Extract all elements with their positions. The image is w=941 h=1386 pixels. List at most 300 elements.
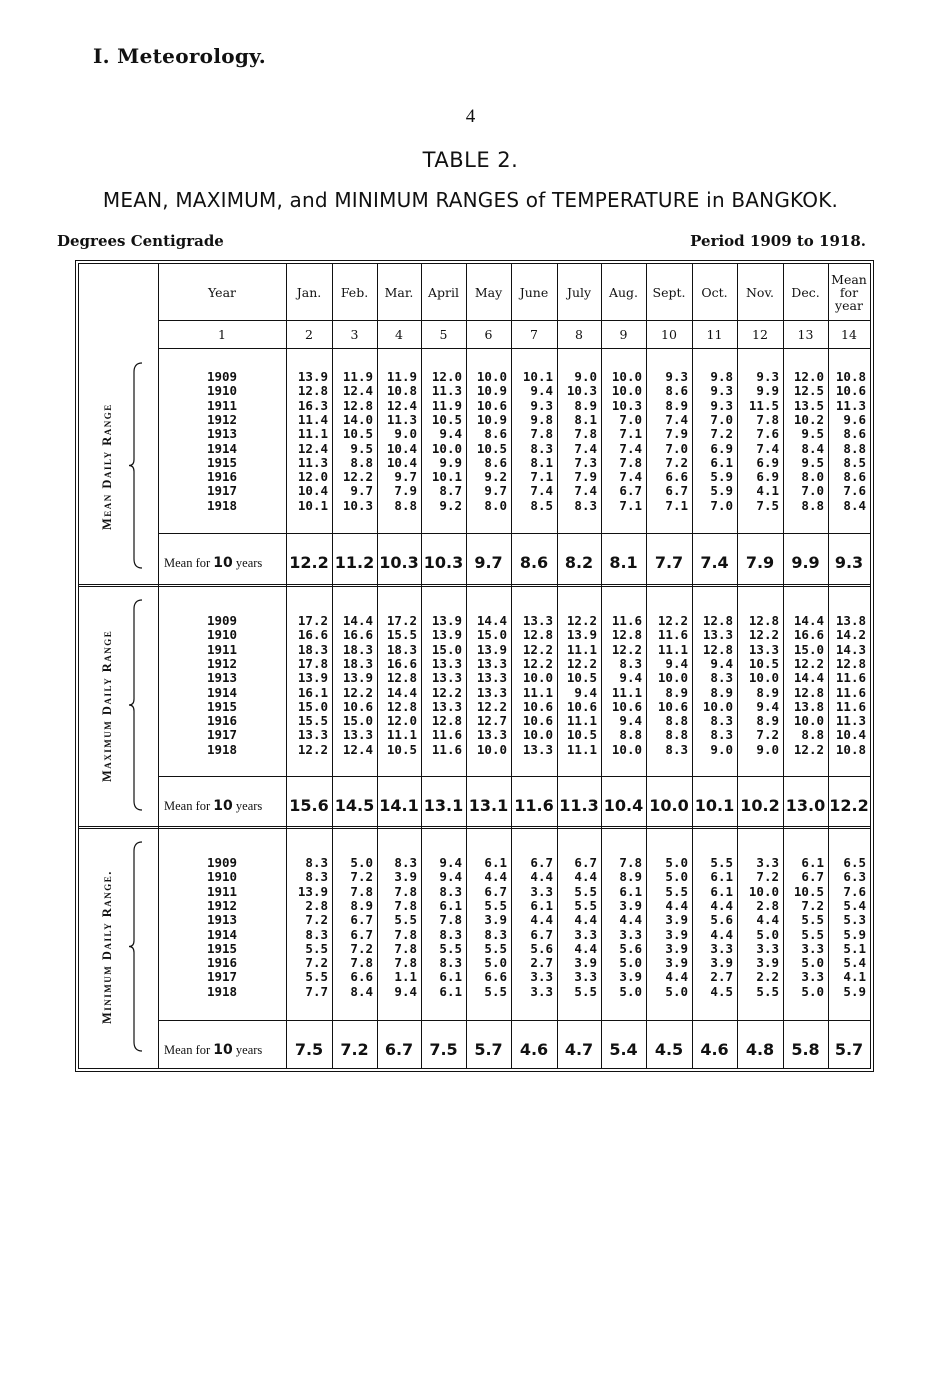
mean-label-number: 10 bbox=[213, 555, 233, 571]
data-cell: 7.2 bbox=[305, 912, 328, 928]
mean-value: 9.3 bbox=[834, 553, 864, 572]
data-cell: 15.5 bbox=[297, 713, 328, 729]
mean-label-prefix: Mean for bbox=[164, 556, 211, 570]
data-cell: 10.0 bbox=[657, 670, 688, 686]
data-cell: 10.5 bbox=[476, 440, 507, 456]
data-cell: 8.9 bbox=[665, 397, 688, 413]
mean-value: 10.3 bbox=[379, 553, 419, 572]
column-divider bbox=[828, 264, 829, 1068]
year-cell: 1917 bbox=[206, 727, 238, 743]
data-cell: 7.1 bbox=[619, 497, 642, 513]
data-cell: 5.9 bbox=[710, 469, 733, 485]
data-cell: 9.4 bbox=[439, 426, 462, 442]
data-cell: 11.9 bbox=[342, 369, 373, 384]
data-cell: 8.1 bbox=[574, 411, 597, 427]
data-cell: 9.7 bbox=[394, 469, 417, 485]
data-cell: 12.7 bbox=[476, 713, 507, 729]
data-cell: 7.9 bbox=[394, 483, 417, 499]
data-cell: 4.4 bbox=[665, 969, 688, 985]
mean-label-number: 10 bbox=[213, 798, 233, 814]
data-cell: 7.8 bbox=[350, 883, 373, 899]
mean-value: 9.7 bbox=[474, 553, 503, 572]
mean-value: 13.0 bbox=[785, 796, 826, 815]
data-cell: 7.4 bbox=[574, 483, 597, 499]
data-cell: 13.9 bbox=[342, 670, 373, 686]
data-cell: 7.2 bbox=[756, 869, 779, 885]
data-cell: 17.2 bbox=[297, 613, 328, 628]
data-cell: 8.8 bbox=[801, 727, 824, 743]
data-cell: 10.5 bbox=[342, 426, 373, 442]
mean-row-rule bbox=[158, 1020, 870, 1021]
data-cell: 7.3 bbox=[574, 454, 597, 470]
data-cell: 5.0 bbox=[665, 855, 688, 870]
year-cell: 1910 bbox=[206, 627, 238, 643]
data-cell: 11.3 bbox=[835, 713, 866, 729]
column-number: 1 bbox=[218, 326, 226, 342]
data-cell: 3.9 bbox=[619, 897, 642, 913]
data-cell: 7.1 bbox=[665, 497, 688, 513]
data-cell: 6.7 bbox=[619, 483, 642, 499]
data-cell: 3.3 bbox=[530, 969, 553, 985]
data-cell: 13.9 bbox=[431, 627, 462, 643]
data-cell: 12.8 bbox=[793, 684, 824, 700]
column-header: June bbox=[519, 284, 549, 300]
data-cell: 10.4 bbox=[835, 727, 866, 743]
data-cell: 10.0 bbox=[748, 883, 779, 899]
data-cell: 11.1 bbox=[297, 426, 328, 442]
data-cell: 8.3 bbox=[484, 926, 507, 942]
data-cell: 4.4 bbox=[665, 897, 688, 913]
data-cell: 5.0 bbox=[350, 855, 373, 870]
year-cell: 1917 bbox=[206, 483, 238, 499]
data-cell: 3.9 bbox=[574, 955, 597, 971]
data-cell: 5.6 bbox=[530, 940, 553, 956]
column-divider bbox=[601, 264, 602, 1068]
data-cell: 10.6 bbox=[476, 397, 507, 413]
data-cell: 15.0 bbox=[342, 713, 373, 729]
data-cell: 3.9 bbox=[665, 912, 688, 928]
data-cell: 10.9 bbox=[476, 383, 507, 399]
data-cell: 3.9 bbox=[394, 869, 417, 885]
data-cell: 5.0 bbox=[619, 955, 642, 971]
data-cell: 7.4 bbox=[530, 483, 553, 499]
brace-path bbox=[129, 842, 142, 1051]
data-cell: 7.0 bbox=[710, 411, 733, 427]
data-cell: 11.1 bbox=[566, 741, 597, 757]
data-cell: 5.0 bbox=[665, 869, 688, 885]
year-cell: 1914 bbox=[206, 440, 238, 456]
mean-value: 7.4 bbox=[700, 553, 729, 572]
mean-label-suffix: years bbox=[235, 799, 263, 813]
data-cell: 8.8 bbox=[843, 440, 866, 456]
data-cell: 8.8 bbox=[665, 727, 688, 743]
data-cell: 14.0 bbox=[342, 411, 373, 427]
data-cell: 9.7 bbox=[484, 483, 507, 499]
data-cell: 8.8 bbox=[350, 454, 373, 470]
mean-value: 11.6 bbox=[514, 796, 554, 815]
year-cell: 1911 bbox=[206, 641, 238, 657]
column-header: July bbox=[566, 284, 592, 300]
data-cell: 2.7 bbox=[710, 969, 733, 985]
data-cell: 13.9 bbox=[566, 627, 597, 643]
data-cell: 12.2 bbox=[748, 627, 779, 643]
data-cell: 3.3 bbox=[574, 969, 597, 985]
column-number: 9 bbox=[619, 326, 628, 342]
data-cell: 7.6 bbox=[756, 426, 779, 442]
data-cell: 13.3 bbox=[522, 613, 553, 628]
data-cell: 13.3 bbox=[702, 627, 733, 643]
data-cell: 2.8 bbox=[756, 897, 779, 913]
data-cell: 4.4 bbox=[710, 897, 733, 913]
data-cell: 13.3 bbox=[431, 655, 462, 671]
column-number: 4 bbox=[395, 326, 403, 342]
data-cell: 10.2 bbox=[793, 411, 824, 427]
data-cell: 10.5 bbox=[566, 727, 597, 743]
column-header: Oct. bbox=[701, 284, 728, 300]
data-cell: 7.4 bbox=[619, 440, 642, 456]
data-cell: 9.0 bbox=[710, 741, 733, 757]
data-cell: 7.4 bbox=[619, 469, 642, 485]
data-cell: 6.7 bbox=[530, 855, 553, 870]
data-cell: 4.4 bbox=[530, 912, 553, 928]
data-cell: 11.3 bbox=[431, 383, 462, 399]
data-cell: 10.0 bbox=[611, 741, 642, 757]
data-cell: 12.4 bbox=[342, 741, 373, 757]
year-cell: 1909 bbox=[206, 855, 238, 870]
data-cell: 4.4 bbox=[619, 912, 642, 928]
data-cell: 11.3 bbox=[297, 454, 328, 470]
data-cell: 10.8 bbox=[386, 383, 417, 399]
data-cell: 10.6 bbox=[342, 698, 373, 714]
data-cell: 8.3 bbox=[665, 741, 688, 757]
data-cell: 4.4 bbox=[710, 926, 733, 942]
column-divider bbox=[511, 264, 512, 1068]
year-cell: 1911 bbox=[206, 397, 238, 413]
mean-value: 4.6 bbox=[700, 1040, 729, 1059]
column-header: Mar. bbox=[384, 284, 414, 300]
data-cell: 9.8 bbox=[530, 411, 553, 427]
data-cell: 6.1 bbox=[801, 855, 824, 870]
data-cell: 7.4 bbox=[574, 440, 597, 456]
mean-value: 8.6 bbox=[519, 553, 549, 572]
year-cell: 1912 bbox=[206, 897, 238, 913]
column-number: 6 bbox=[484, 326, 493, 342]
data-cell: 13.9 bbox=[431, 613, 462, 628]
data-cell: 8.3 bbox=[619, 655, 642, 671]
section-brace bbox=[128, 841, 148, 1052]
data-cell: 14.4 bbox=[793, 670, 824, 686]
data-cell: 13.5 bbox=[793, 397, 824, 413]
table-label: TABLE 2. bbox=[422, 148, 519, 172]
data-cell: 10.0 bbox=[522, 727, 553, 743]
data-cell: 8.9 bbox=[756, 684, 779, 700]
mean-value: 10.3 bbox=[423, 553, 464, 572]
section-divider bbox=[79, 826, 870, 829]
data-cell: 11.6 bbox=[611, 613, 642, 628]
data-cell: 3.9 bbox=[710, 955, 733, 971]
data-cell: 12.5 bbox=[793, 383, 824, 399]
data-cell: 9.4 bbox=[439, 869, 462, 885]
data-cell: 5.5 bbox=[574, 883, 597, 899]
section-label: Minimum Daily Range. bbox=[100, 870, 114, 1025]
data-cell: 7.8 bbox=[394, 897, 417, 913]
data-cell: 7.8 bbox=[619, 454, 642, 470]
mean-value: 10.4 bbox=[603, 796, 644, 815]
data-cell: 10.3 bbox=[342, 497, 373, 513]
column-header: Dec. bbox=[791, 284, 820, 300]
data-cell: 7.8 bbox=[394, 883, 417, 899]
data-cell: 5.0 bbox=[801, 955, 824, 971]
column-number: 13 bbox=[797, 326, 814, 342]
column-divider bbox=[646, 264, 647, 1068]
data-cell: 13.9 bbox=[297, 369, 328, 384]
data-cell: 15.0 bbox=[476, 627, 507, 643]
data-cell: 10.1 bbox=[431, 469, 462, 485]
data-cell: 10.4 bbox=[297, 483, 328, 499]
data-cell: 8.3 bbox=[439, 926, 462, 942]
data-cell: 8.3 bbox=[439, 883, 462, 899]
year-cell: 1909 bbox=[206, 369, 238, 384]
data-cell: 8.6 bbox=[843, 426, 866, 442]
column-number-rule bbox=[158, 348, 870, 349]
data-cell: 7.8 bbox=[756, 411, 779, 427]
data-cell: 5.5 bbox=[756, 983, 779, 999]
column-header: Sept. bbox=[652, 284, 686, 300]
column-number: 7 bbox=[530, 326, 538, 342]
data-cell: 5.5 bbox=[484, 940, 507, 956]
data-cell: 3.9 bbox=[665, 955, 688, 971]
data-cell: 9.0 bbox=[756, 741, 779, 757]
column-header: Nov. bbox=[745, 284, 774, 300]
data-cell: 5.5 bbox=[305, 940, 328, 956]
data-cell: 10.0 bbox=[476, 741, 507, 757]
data-cell: 3.3 bbox=[756, 940, 779, 956]
data-cell: 3.3 bbox=[574, 926, 597, 942]
data-cell: 12.8 bbox=[386, 670, 417, 686]
data-cell: 12.8 bbox=[342, 397, 373, 413]
table-title: MEAN, MAXIMUM, and MINIMUM RANGES of TEMPERATURE in BANGKOK. bbox=[102, 188, 839, 212]
data-cell: 2.2 bbox=[756, 969, 779, 985]
data-cell: 15.0 bbox=[793, 641, 824, 657]
data-cell: 9.9 bbox=[756, 383, 779, 399]
column-header: Mean for year bbox=[831, 271, 867, 313]
data-cell: 12.8 bbox=[702, 641, 733, 657]
data-cell: 7.9 bbox=[665, 426, 688, 442]
data-cell: 6.7 bbox=[665, 483, 688, 499]
data-cell: 12.4 bbox=[297, 440, 328, 456]
data-cell: 7.5 bbox=[756, 497, 779, 513]
data-cell: 10.6 bbox=[522, 713, 553, 729]
data-cell: 11.1 bbox=[657, 641, 688, 657]
mean-value: 5.7 bbox=[474, 1040, 503, 1059]
year-cell: 1916 bbox=[206, 713, 238, 729]
data-cell: 12.2 bbox=[297, 741, 328, 757]
data-cell: 12.2 bbox=[522, 655, 553, 671]
data-cell: 8.3 bbox=[305, 869, 328, 885]
data-cell: 11.9 bbox=[431, 397, 462, 413]
data-cell: 16.6 bbox=[793, 627, 824, 643]
mean-value: 7.2 bbox=[340, 1040, 369, 1059]
mean-label-suffix: years bbox=[235, 556, 263, 570]
data-cell: 10.5 bbox=[566, 670, 597, 686]
data-cell: 14.4 bbox=[386, 684, 417, 700]
data-cell: 10.0 bbox=[476, 369, 507, 384]
column-number: 14 bbox=[841, 326, 857, 342]
mean-label-prefix: Mean for bbox=[164, 799, 211, 813]
year-cell: 1914 bbox=[206, 926, 238, 942]
column-number: 5 bbox=[439, 326, 448, 342]
data-cell: 9.4 bbox=[710, 655, 733, 671]
data-cell: 10.1 bbox=[297, 497, 328, 513]
section-label: Maximum Daily Range bbox=[100, 629, 114, 783]
data-cell: 5.5 bbox=[305, 969, 328, 985]
data-cell: 3.3 bbox=[530, 983, 553, 999]
data-cell: 6.1 bbox=[530, 897, 553, 913]
data-cell: 10.4 bbox=[386, 454, 417, 470]
data-cell: 12.2 bbox=[522, 641, 553, 657]
data-cell: 9.3 bbox=[710, 397, 733, 413]
section-label: Mean Daily Range bbox=[100, 403, 114, 530]
data-cell: 8.9 bbox=[710, 684, 733, 700]
data-cell: 10.6 bbox=[611, 698, 642, 714]
mean-value: 7.7 bbox=[654, 553, 684, 572]
data-cell: 9.5 bbox=[350, 440, 373, 456]
data-cell: 8.3 bbox=[305, 926, 328, 942]
data-cell: 11.1 bbox=[611, 684, 642, 700]
data-cell: 9.6 bbox=[843, 411, 866, 427]
data-cell: 17.8 bbox=[297, 655, 328, 671]
column-number: 3 bbox=[350, 326, 359, 342]
data-cell: 11.6 bbox=[431, 741, 462, 757]
data-cell: 3.3 bbox=[710, 940, 733, 956]
data-cell: 10.5 bbox=[431, 411, 462, 427]
year-cell: 1915 bbox=[206, 940, 238, 956]
data-cell: 10.4 bbox=[386, 440, 417, 456]
data-cell: 12.8 bbox=[702, 613, 733, 628]
data-cell: 6.1 bbox=[439, 983, 462, 999]
data-cell: 18.3 bbox=[297, 641, 328, 657]
data-cell: 7.8 bbox=[394, 940, 417, 956]
data-cell: 7.7 bbox=[305, 983, 328, 999]
data-cell: 11.1 bbox=[522, 684, 553, 700]
mean-value: 13.1 bbox=[468, 796, 509, 815]
data-cell: 3.9 bbox=[756, 955, 779, 971]
data-cell: 10.6 bbox=[522, 698, 553, 714]
data-cell: 7.4 bbox=[756, 440, 779, 456]
data-cell: 7.2 bbox=[305, 955, 328, 971]
data-cell: 10.5 bbox=[386, 741, 417, 757]
data-cell: 10.5 bbox=[748, 655, 779, 671]
data-cell: 6.1 bbox=[710, 869, 733, 885]
data-cell: 8.6 bbox=[484, 454, 507, 470]
column-number: 8 bbox=[575, 326, 583, 342]
mean-label bbox=[164, 1042, 262, 1058]
data-cell: 13.8 bbox=[835, 613, 866, 628]
page-number: 4 bbox=[465, 106, 476, 127]
data-cell: 7.8 bbox=[394, 955, 417, 971]
data-cell: 7.8 bbox=[394, 926, 417, 942]
section-divider bbox=[79, 584, 870, 587]
data-cell: 9.3 bbox=[530, 397, 553, 413]
data-cell: 11.6 bbox=[835, 684, 866, 700]
mean-value: 10.1 bbox=[694, 796, 735, 815]
data-cell: 15.5 bbox=[386, 627, 417, 643]
column-header: April bbox=[428, 284, 459, 300]
data-cell: 7.2 bbox=[756, 727, 779, 743]
data-cell: 8.9 bbox=[619, 869, 642, 885]
data-cell: 8.8 bbox=[394, 497, 417, 513]
data-cell: 5.0 bbox=[665, 983, 688, 999]
data-cell: 12.2 bbox=[566, 655, 597, 671]
data-cell: 16.6 bbox=[297, 627, 328, 643]
data-cell: 5.6 bbox=[710, 912, 733, 928]
mean-value: 7.5 bbox=[294, 1040, 324, 1059]
data-cell: 11.6 bbox=[657, 627, 688, 643]
column-number: 12 bbox=[752, 326, 768, 342]
data-cell: 9.4 bbox=[619, 670, 642, 686]
data-cell: 9.3 bbox=[665, 369, 688, 384]
data-cell: 12.0 bbox=[297, 469, 328, 485]
data-cell: 5.0 bbox=[484, 955, 507, 971]
data-cell: 9.0 bbox=[574, 369, 597, 384]
data-cell: 8.5 bbox=[530, 497, 553, 513]
data-cell: 6.6 bbox=[350, 969, 373, 985]
data-cell: 10.8 bbox=[835, 741, 866, 757]
data-cell: 3.9 bbox=[665, 926, 688, 942]
data-cell: 8.3 bbox=[394, 855, 417, 870]
data-cell: 6.7 bbox=[574, 855, 597, 870]
data-cell: 8.4 bbox=[843, 497, 866, 513]
data-cell: 8.6 bbox=[484, 426, 507, 442]
data-cell: 13.9 bbox=[297, 670, 328, 686]
data-cell: 9.4 bbox=[574, 684, 597, 700]
data-cell: 8.8 bbox=[619, 727, 642, 743]
year-cell: 1912 bbox=[206, 655, 238, 671]
data-cell: 12.2 bbox=[431, 684, 462, 700]
data-cell: 7.0 bbox=[801, 483, 824, 499]
data-cell: 11.5 bbox=[748, 397, 779, 413]
data-cell: 5.9 bbox=[710, 483, 733, 499]
column-divider bbox=[783, 264, 784, 1068]
data-cell: 10.6 bbox=[835, 383, 866, 399]
data-cell: 7.1 bbox=[530, 469, 553, 485]
data-cell: 12.2 bbox=[342, 684, 373, 700]
data-cell: 14.4 bbox=[342, 613, 373, 628]
data-cell: 8.0 bbox=[484, 497, 507, 513]
period-label: Period 1909 to 1918. bbox=[690, 232, 866, 250]
data-cell: 8.3 bbox=[710, 713, 733, 729]
data-cell: 6.7 bbox=[350, 926, 373, 942]
mean-value: 7.5 bbox=[429, 1040, 458, 1059]
data-cell: 5.0 bbox=[619, 983, 642, 999]
data-cell: 9.2 bbox=[439, 497, 462, 513]
data-cell: 8.8 bbox=[665, 713, 688, 729]
data-cell: 8.3 bbox=[574, 497, 597, 513]
data-cell: 11.9 bbox=[386, 369, 417, 384]
data-cell: 14.3 bbox=[835, 641, 866, 657]
column-number: 2 bbox=[305, 326, 313, 342]
data-cell: 8.9 bbox=[756, 713, 779, 729]
year-cell: 1916 bbox=[206, 469, 238, 485]
section-brace bbox=[128, 362, 148, 569]
year-cell: 1918 bbox=[206, 497, 238, 513]
data-cell: 5.0 bbox=[801, 983, 824, 999]
data-cell: 9.0 bbox=[394, 426, 417, 442]
data-cell: 4.1 bbox=[843, 969, 866, 985]
data-cell: 3.3 bbox=[801, 940, 824, 956]
data-cell: 5.5 bbox=[710, 855, 733, 870]
data-cell: 11.6 bbox=[835, 670, 866, 686]
